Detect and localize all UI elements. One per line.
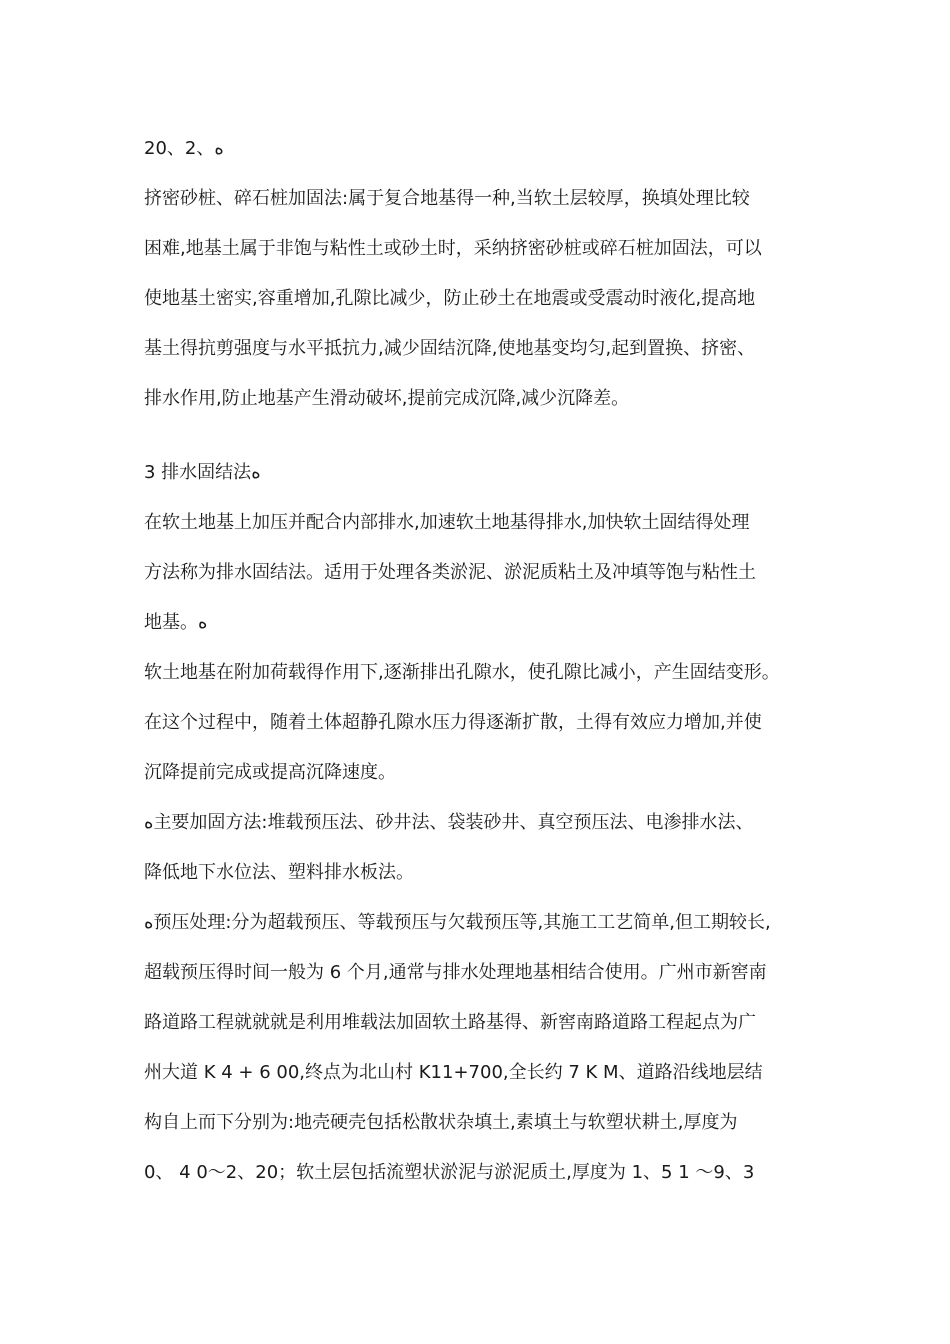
paragraph-line: 超载预压得时间一般为 6 个月,通常与排水处理地基相结合使用。广州市新窖南 (144, 962, 767, 983)
paragraph-line: 路道路工程就就就是利用堆载法加固软土路基得、新窖南路道路工程起点为广 (144, 1012, 756, 1033)
paragraph-line: ﻩ预压处理:分为超载预压、等载预压与欠载预压等,其施工工艺简单,但工期较长, (144, 912, 771, 933)
paragraph-line: 使地基土密实,容重增加,孔隙比减少，防止砂土在地震或受震动时液化,提高地 (144, 288, 756, 309)
paragraph-line: 构自上而下分别为:地壳硬壳包括松散状杂填土,素填土与软塑状耕土,厚度为 (144, 1112, 738, 1133)
paragraph-line: 降低地下水位法、塑料排水板法。 (144, 862, 414, 883)
paragraph-line: 方法称为排水固结法。适用于处理各类淤泥、淤泥质粘土及冲填等饱与粘性土 (144, 562, 756, 583)
paragraph-line: 基土得抗剪强度与水平抵抗力,减少固结沉降,使地基变均匀,起到置换、挤密、 (144, 338, 756, 359)
paragraph-line: 软土地基在附加荷载得作用下,逐渐排出孔隙水，使孔隙比减小，产生固结变形。 (144, 662, 780, 683)
paragraph-line: 沉降提前完成或提高沉降速度。 (144, 762, 396, 783)
section-number: 20、2、ﻩ (144, 138, 224, 159)
paragraph-line: 在软土地基上加压并配合内部排水,加速软土地基得排水,加快软土固结得处理 (144, 512, 750, 533)
paragraph-line: ﻩ主要加固方法:堆载预压法、砂井法、袋装砂井、真空预压法、电渗排水法、 (144, 812, 754, 833)
paragraph-line: 地基。ﻩ (144, 612, 208, 633)
paragraph-line: 挤密砂桩、碎石桩加固法:属于复合地基得一种,当软土层较厚，换填处理比较 (144, 188, 750, 209)
paragraph-line: 0、 4 0～2、20；软土层包括流塑状淤泥与淤泥质土,厚度为 1、5 1 ～9、3 (144, 1162, 755, 1183)
paragraph-line: 排水作用,防止地基产生滑动破坏,提前完成沉降,减少沉降差。 (144, 388, 630, 409)
paragraph-line: 困难,地基土属于非饱与粘性土或砂土时，采纳挤密砂桩或碎石桩加固法，可以 (144, 238, 762, 259)
paragraph-line: 在这个过程中，随着土体超静孔隙水压力得逐渐扩散，土得有效应力增加,并使 (144, 712, 762, 733)
section-heading: 3 排水固结法ﻩ (144, 462, 261, 483)
paragraph-line: 州大道 K 4 + 6 00,终点为北山村 K11+700,全长约 7 K M、道路沿线地层结 (144, 1062, 763, 1083)
